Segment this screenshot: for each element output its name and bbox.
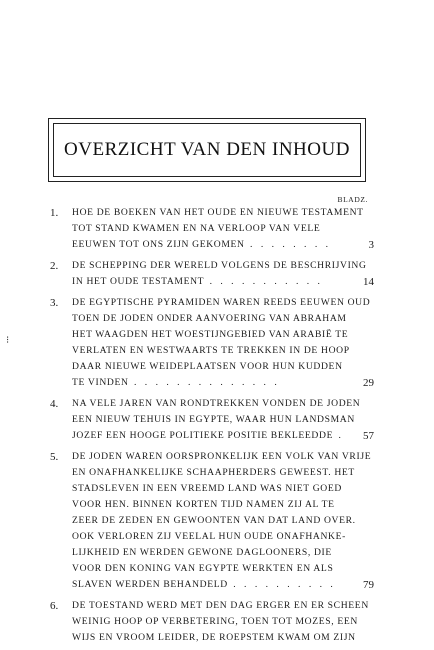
toc-entry-line: JOZEF EEN HOOGE POLITIEKE POSITIE BEKLEEDDE . bbox=[72, 430, 344, 441]
toc-entry[interactable] bbox=[50, 396, 374, 444]
toc-entry-number: 6. bbox=[50, 600, 59, 612]
toc-entry-line: LIJKHEID EN WERDEN GEWONE DAGLOONERS, DIE bbox=[72, 547, 332, 558]
page-title: OVERZICHT VAN DEN INHOUD bbox=[64, 139, 350, 160]
toc-entry-number: 5. bbox=[50, 451, 59, 463]
toc-entry-page-number: 29 bbox=[363, 377, 374, 389]
toc-entry-line: VOOR HEN. BINNEN KORTEN TIJD NAMEN ZIJ AL TE bbox=[72, 499, 335, 510]
toc-entry-number: 4. bbox=[50, 398, 59, 410]
toc-entry-line: TE VINDEN . . . . . . . . . . . . . . bbox=[72, 377, 280, 388]
toc-entry-line: EEUWEN TOT ONS ZIJN GEKOMEN . . . . . . . . bbox=[72, 239, 332, 250]
dot-leader: . . . . . . . . . . bbox=[227, 579, 336, 590]
toc-entry-line: SLAVEN WERDEN BEHANDELD . . . . . . . . . . bbox=[72, 579, 336, 590]
toc-entry-line: DAAR NIEUWE WEIDEPLAATSEN VOOR HUN KUDDEN bbox=[72, 361, 343, 372]
page-column-header: BLADZ. bbox=[337, 195, 368, 204]
toc-entry-line: NA VELE JAREN VAN RONDTREKKEN VONDEN DE JODEN bbox=[72, 398, 361, 409]
toc-entry[interactable] bbox=[50, 295, 374, 391]
toc-entry-line: ZEER DE ZEDEN EN GEWOONTEN VAN DAT LAND OVER. bbox=[72, 515, 356, 526]
toc-entry-line: TOEN DE JODEN ONDER AANVOERING VAN ABRAHAM bbox=[72, 313, 347, 324]
toc-entry-page-number: 79 bbox=[363, 579, 374, 591]
toc-entry-line: WEINIG HOOP OP VERBETERING, TOEN TOT MOZES, EEN bbox=[72, 616, 358, 627]
toc-entry-line: VOOR DEN KONING VAN EGYPTE WERKTEN EN ALS bbox=[72, 563, 334, 574]
toc-entry-line: DE JODEN WAREN OORSPRONKELIJK EEN VOLK VAN VRIJE bbox=[72, 451, 372, 462]
toc-entry-line: DE TOESTAND WERD MET DEN DAG ERGER EN ER SCHEEN bbox=[72, 600, 369, 611]
toc-entry[interactable] bbox=[50, 598, 374, 646]
toc-entry-line: STADSLEVEN IN EEN VREEMD LAND WAS NIET GOED bbox=[72, 483, 342, 494]
toc-entry-line: HET WAAGDEN HET WOESTIJNGEBIED VAN ARABIË TE bbox=[72, 329, 349, 340]
toc-entry[interactable] bbox=[50, 449, 374, 593]
toc-entry-page-number: 57 bbox=[363, 430, 374, 442]
toc-entry-page-number: 3 bbox=[368, 239, 374, 251]
toc-entry-line: EN ONAFHANKELIJKE SCHAAPHERDERS GEWEEST. HET bbox=[72, 467, 355, 478]
title-frame-inner bbox=[53, 123, 361, 177]
toc-entry-line: WIJS EN VROOM LEIDER, DE ROEPSTEM KWAM OM ZIJN bbox=[72, 632, 356, 643]
toc-entry-line: TOT STAND KWAMEN EN NA VERLOOP VAN VELE bbox=[72, 223, 321, 234]
toc-entry-line: VERLATEN EN WESTWAARTS TE TREKKEN IN DE HOOP bbox=[72, 345, 350, 356]
dot-leader: . . . . . . . . . . . bbox=[204, 276, 323, 287]
dot-leader: . . . . . . . . . . . . . . bbox=[128, 377, 280, 388]
toc-entry-line: HOE DE BOEKEN VAN HET OUDE EN NIEUWE TESTAMENT bbox=[72, 207, 364, 218]
toc-entry-line: DE EGYPTISCHE PYRAMIDEN WAREN REEDS EEUWEN OUD bbox=[72, 297, 371, 308]
margin-mark: ⁝ bbox=[6, 335, 10, 346]
dot-leader: . . . . . . . . bbox=[244, 239, 332, 250]
toc-entry[interactable] bbox=[50, 205, 374, 253]
toc-entry-page-number: 14 bbox=[363, 276, 374, 288]
dot-leader: . bbox=[333, 430, 344, 441]
toc-entry[interactable] bbox=[50, 258, 374, 290]
toc-entry-number: 3. bbox=[50, 297, 59, 309]
toc-entry-line: DE SCHEPPING DER WERELD VOLGENS DE BESCHRIJVING bbox=[72, 260, 367, 271]
toc-entry-line: IN HET OUDE TESTAMENT . . . . . . . . . . . bbox=[72, 276, 323, 287]
title-frame bbox=[48, 118, 366, 182]
toc-entry-line: OOK VERLOREN ZIJ VEELAL HUN OUDE ONAFHANKE- bbox=[72, 531, 346, 542]
toc-entry-number: 2. bbox=[50, 260, 59, 272]
toc-entry-line: EEN NIEUW TEHUIS IN EGYPTE, WAAR HUN LANDSMAN bbox=[72, 414, 355, 425]
toc-entry-number: 1. bbox=[50, 207, 59, 219]
